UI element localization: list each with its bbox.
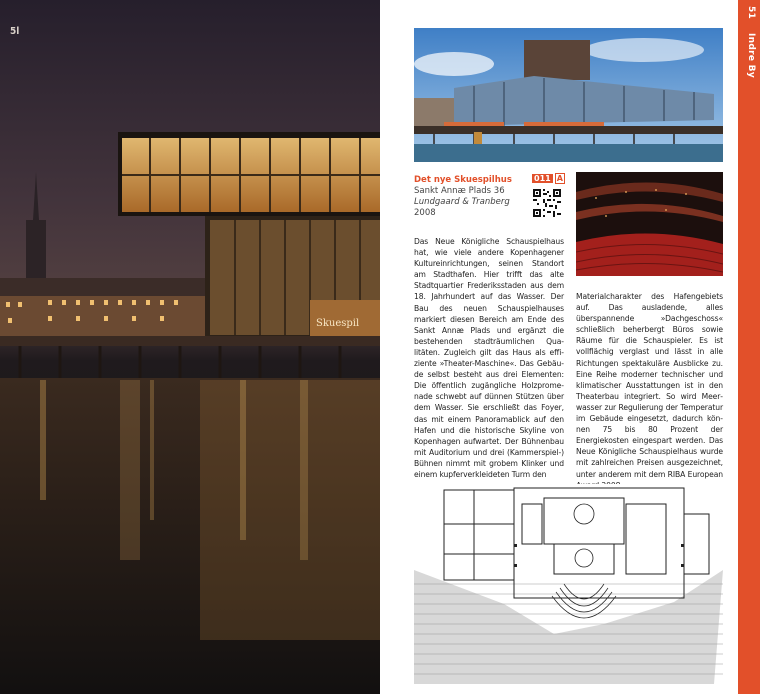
entry-code [532,174,565,183]
auditorium-photo [576,172,723,276]
section-label: Indre By [746,32,756,78]
entry-title: Det nye Skuespilhus [414,175,512,185]
auditorium-photo-illustration [576,172,723,276]
entry-code-letter: A [556,174,563,183]
right-page [380,0,760,694]
entry-year: 2008 [414,208,436,218]
body-text-column-1: Das Neue Königliche Schauspielhaus hat, wie viele andere Kopenhagener Kultureinrichtungen, seinen Standort am Stadthafen. Hier trifft das alte Stadtquartier Frederiksstaden aus dem 18. Jahrhundert auf das Wasser. Der Bau des neuen Schauspielhauses markiert diesen Bereich am Ende des Sankt Annæ Plads und ergänzt die bestehenden stadträumlichen Qualitäten. Zugleich gilt das Haus als effiziente »Theater-Maschine«. Das Gebäude selbst besteht aus drei Elementen: Die öffentlich zugängliche Holzpromenade schwebt auf dünnen Stützen über dem Wasser. Sie erschließt das Foyer, das mit einem Panoramablick auf den Hafen und die historische Skyline von Kopenhagen aufwartet. Der Bühnenbau mit Auditorium und drei (Kammerspiel-) Bühnen nimmt mit grobem Klinker und einem kupferverkleideten Turm den [414,237,564,479]
floor-plan-drawing [414,484,723,684]
qr-code-icon [533,189,561,217]
section-tab [738,0,760,694]
building-sign: Skuespil [316,318,360,329]
day-photo-theater [414,28,723,162]
entry-code-number: 011 [534,174,551,183]
entry-architect: Lundgaard & Tranberg [414,197,510,207]
day-photo-illustration [414,28,723,162]
entry-address: Sankt Annæ Plads 36 [414,186,505,196]
body-text-column-2: Materialcharakter des Hafengebiets auf. Das ausladende, alles überspannende »Dachgeschoss« schließlich beherbergt Büros sowie Räume für die Schauspieler. Es ist vollflächig verglast und lässt in alle Richtungen spektakuläre Ausblicke zu. Eine Reihe moderner technischer und klimatischer Ausstattungen ist in den Theaterbau integriert. So wird Meerwasser zur Regulierung der Temperatur im Gebäude eingesetzt, dadurch können 75 bis 80 Prozent der Energiekosten eingespart werden. Das Neue Königliche Schauspielhaus wurde mit zahlreichen Preisen ausgezeichnet, unter anderem mit dem RIBA European [576,292,723,479]
left-page-number: 5l [10,26,20,37]
right-page-number: 51 [746,6,756,20]
